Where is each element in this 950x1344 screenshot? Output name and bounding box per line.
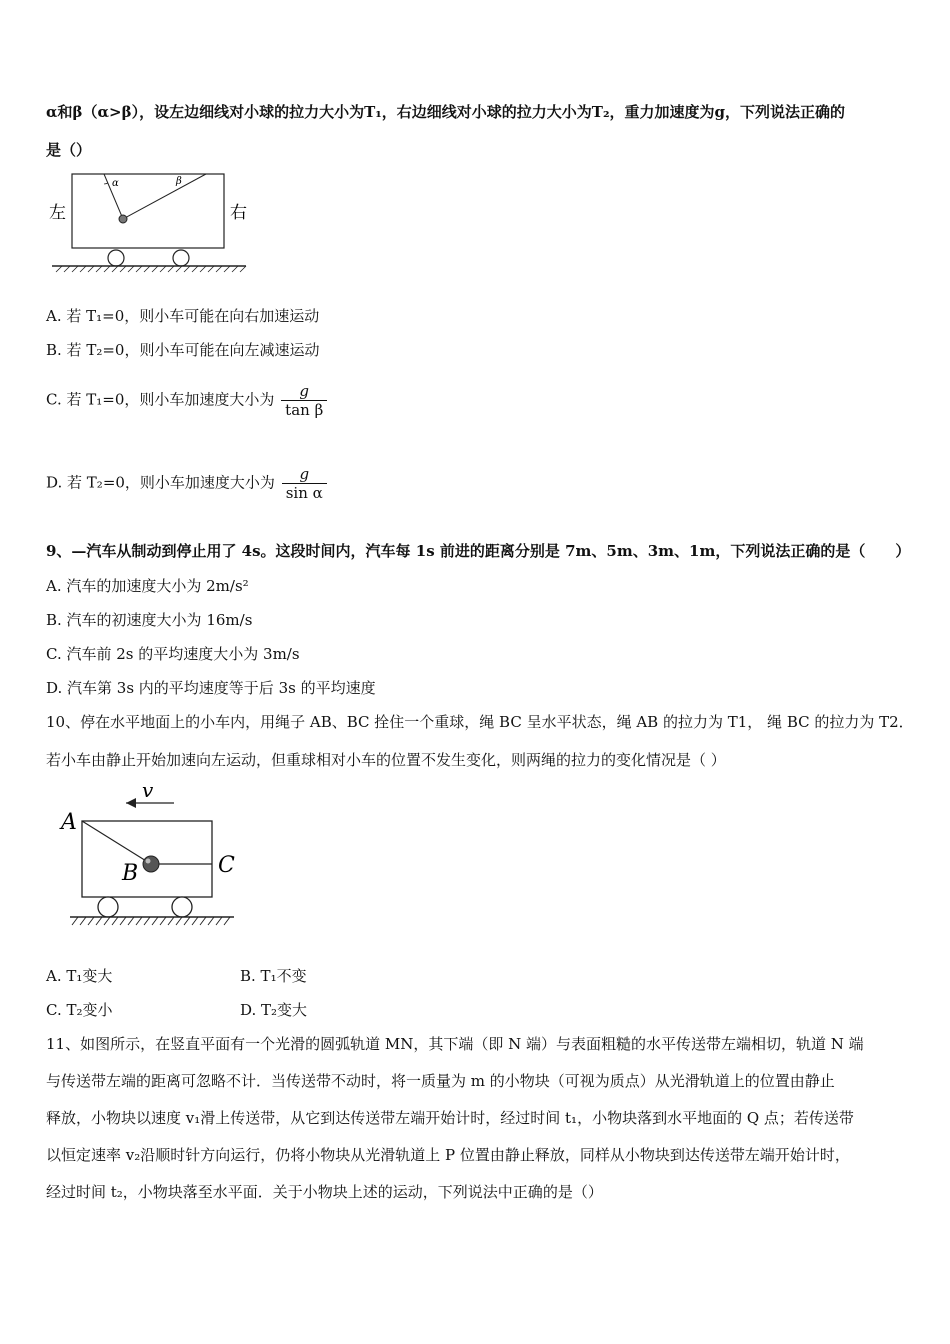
q8-option-d: D. 若 T₂=0，则小车加速度大小为 $\frac{g}{\text{sin α}}$	[46, 465, 327, 502]
q9-option-b: B. 汽车的初速度大小为 16m/s	[46, 611, 253, 629]
q9-option-d: D. 汽车第 3s 内的平均速度等于后 3s 的平均速度	[46, 679, 376, 697]
q10-stem-line2: 若小车由静止开始加速向左运动，但重球相对小车的位置不发生变化，则两绳的拉力的变化情况是（ ）	[46, 751, 726, 769]
q8-option-c-fraction: $\frac{g}{\text{tan β}}$	[281, 382, 327, 419]
svg-text:A: A	[61, 810, 77, 835]
svg-text:C: C	[218, 853, 235, 878]
q8-option-b: B. 若 T₂=0，则小车可能在向左减速运动	[46, 341, 320, 359]
q11-line5: 经过时间 t₂，小物块落至水平面．关于小物块上述的运动，下列说法中正确的是（）	[46, 1183, 603, 1201]
q9-stem: 9、—汽车从制动到停止用了 4s。这段时间内，汽车每 1s 前进的距离分别是 7m、5m、3m、1m，下列说法正确的是（ ）	[46, 542, 911, 560]
svg-text:β: β	[176, 176, 182, 187]
wheel-icon	[98, 897, 118, 917]
q9-option-a: A. 汽车的加速度大小为 2m/s²	[46, 577, 249, 595]
q10-option-c: C. T₂变小	[46, 1001, 113, 1019]
q11-line3: 释放，小物块以速度 v₁滑上传送带，从它到达传送带左端开始计时，经过时间 t₁，小物块落到水平地面的 Q 点；若传送带	[46, 1109, 854, 1127]
svg-text:左: 左	[49, 203, 66, 223]
q8-stem-line2: 是（）	[46, 141, 92, 159]
svg-text:v: v	[142, 778, 154, 802]
wheel-icon	[108, 250, 124, 266]
ball-icon	[119, 215, 127, 223]
q8-stem-line1: α和β（α>β），设左边细线对小球的拉力大小为T₁，右边细线对小球的拉力大小为T₂，重力加速度为g，下列说法正确的	[46, 103, 846, 121]
q11-line1: 11、如图所示，在竖直平面有一个光滑的圆弧轨道 MN，其下端（即 N 端）与表面粗糙的水平传送带左端相切，轨道 N 端	[46, 1035, 864, 1053]
q10-stem-line1: 10、停在水平地面上的小车内，用绳子 AB、BC 拴住一个重球，绳 BC 呈水平状态，绳 AB 的拉力为 T1， 绳 BC 的拉力为 T2．	[46, 713, 914, 731]
q9-option-c: C. 汽车前 2s 的平均速度大小为 3m/s	[46, 645, 300, 663]
svg-text:α: α	[112, 178, 119, 189]
q8-option-c: C. 若 T₁=0，则小车加速度大小为 $\frac{g}{\text{tan β}}$	[46, 382, 327, 419]
q10-option-a: A. T₁变大	[46, 967, 113, 985]
q10-cart-figure	[56, 776, 256, 932]
q8-cart-figure	[46, 168, 256, 276]
svg-text:B: B	[122, 861, 139, 886]
wheel-icon	[173, 250, 189, 266]
wheel-icon	[172, 897, 192, 917]
q10-option-d: D. T₂变大	[240, 1001, 308, 1019]
q8-option-d-fraction: $\frac{g}{\text{sin α}}$	[282, 465, 327, 502]
q10-option-b: B. T₁不变	[240, 967, 307, 985]
q11-line4: 以恒定速率 v₂沿顺时针方向运行，仍将小物块从光滑轨道上 P 位置由静止释放，同样从小物块到达传送带左端开始计时，	[46, 1146, 850, 1164]
svg-text:右: 右	[230, 203, 247, 223]
q8-option-a: A. 若 T₁=0，则小车可能在向右加速运动	[46, 307, 320, 325]
ball-icon	[143, 856, 159, 872]
q11-line2: 与传送带左端的距离可忽略不计．当传送带不动时，将一质量为 m 的小物块（可视为质点）从光滑轨道上的位置由静止	[46, 1072, 835, 1090]
